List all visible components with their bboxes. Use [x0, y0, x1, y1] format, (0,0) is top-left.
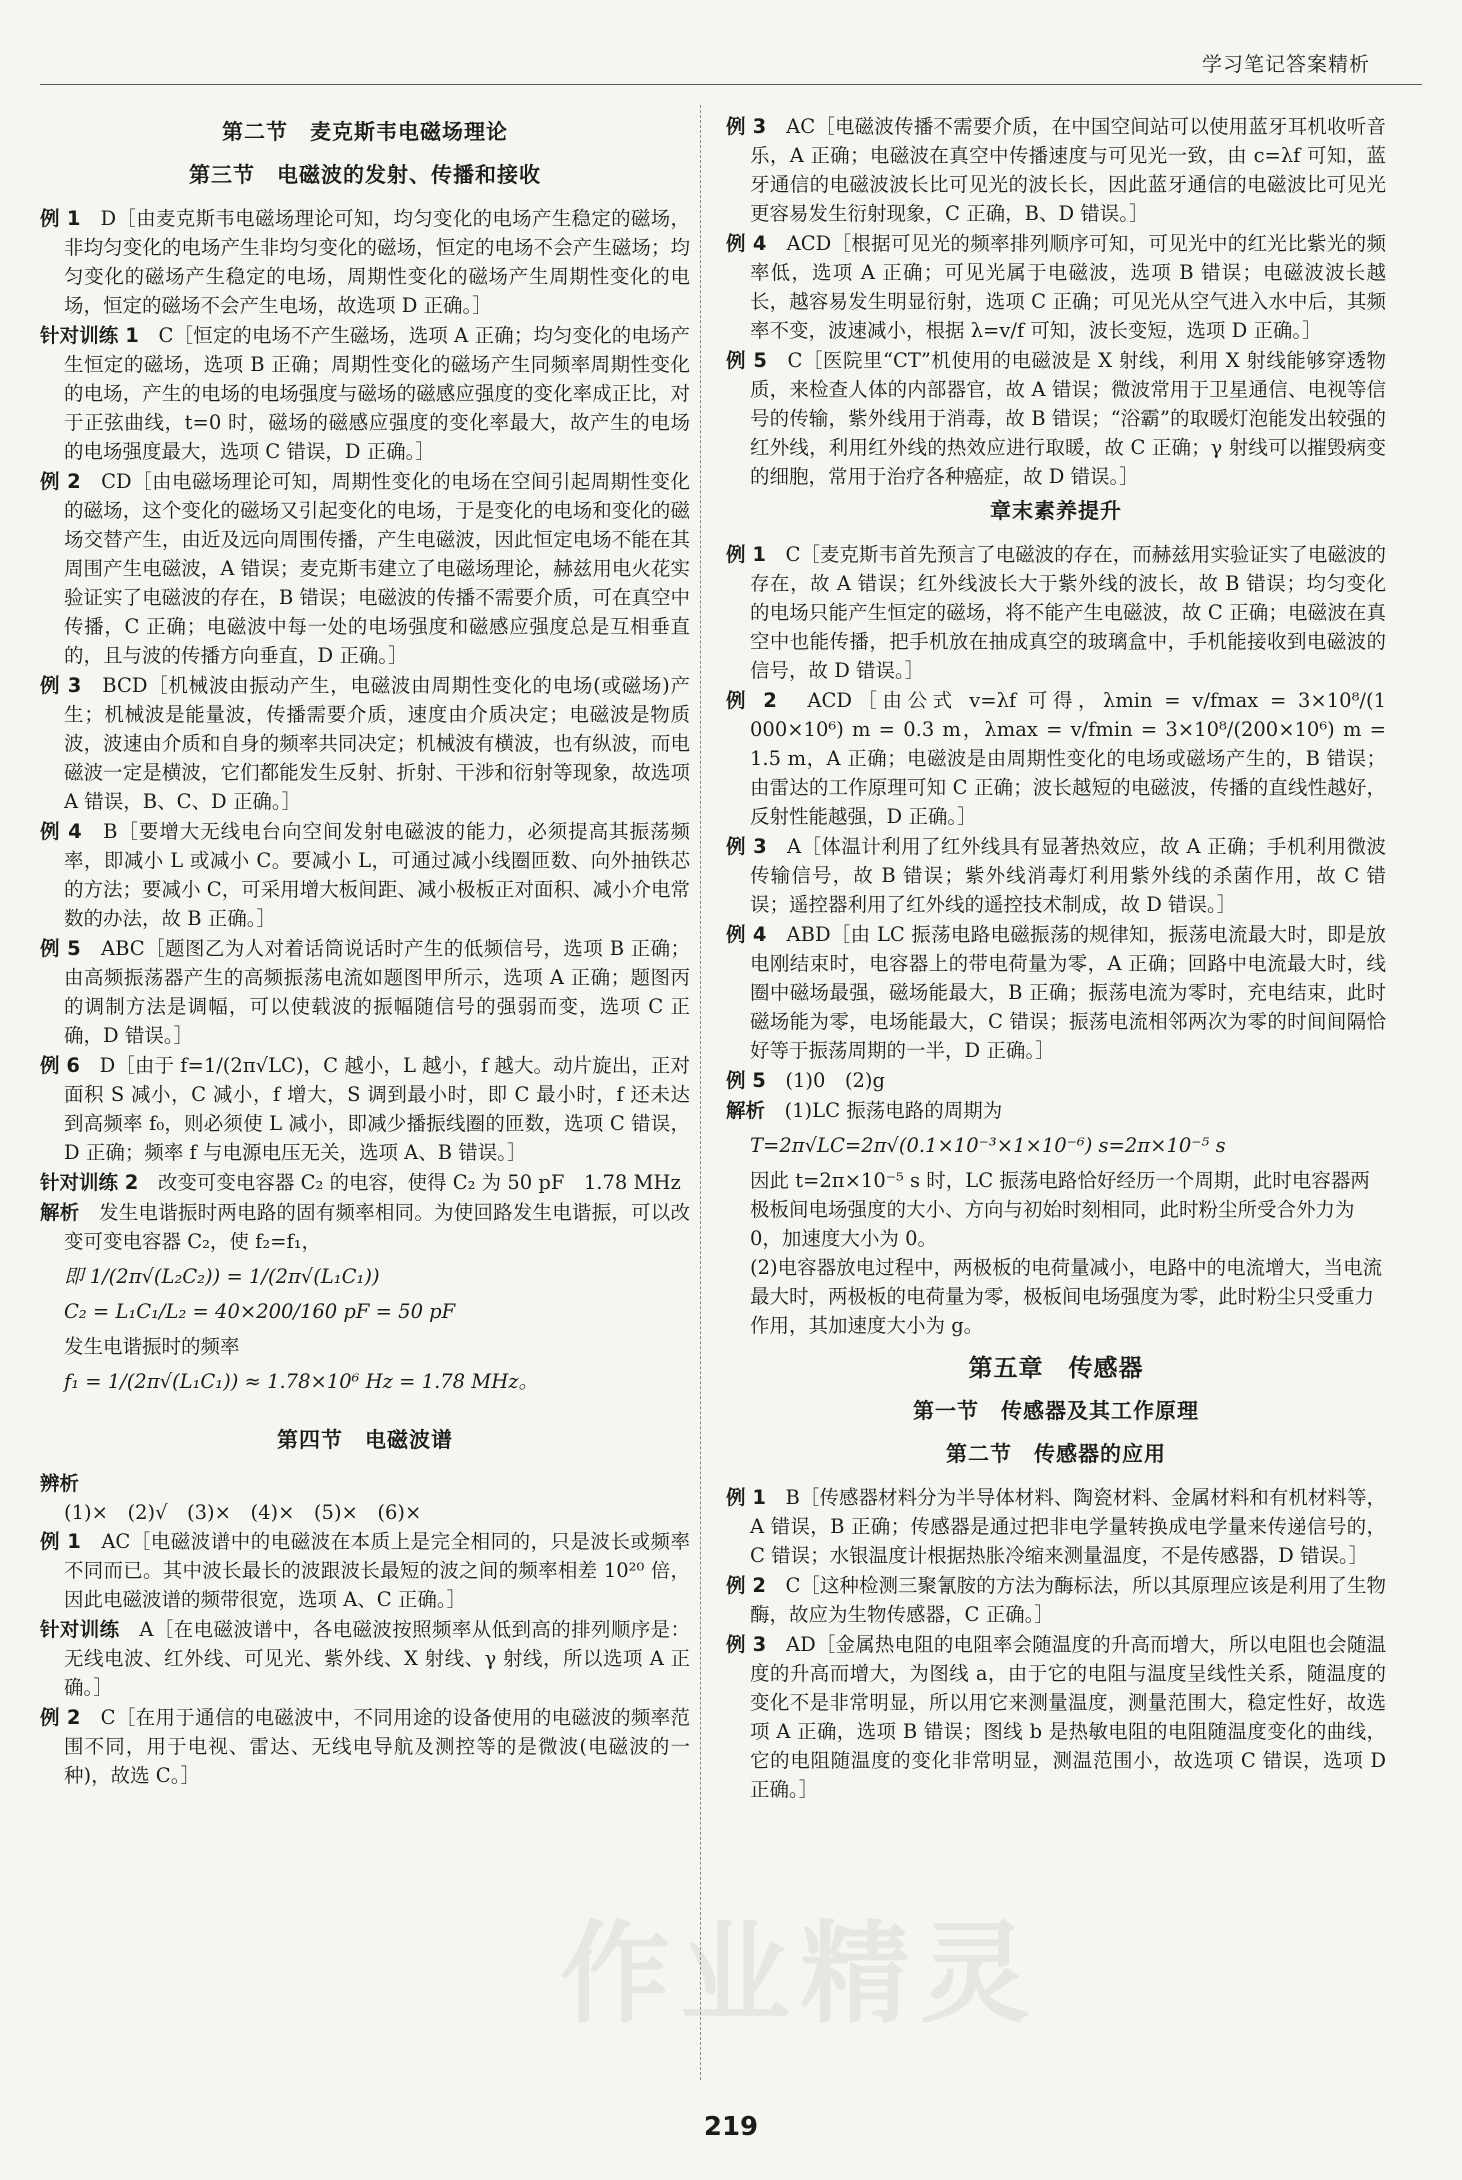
- answer-item: [40, 321, 690, 466]
- left-column: [40, 112, 690, 1791]
- judgement-answers: (1)× (2)√ (3)× (4)× (5)× (6)×: [64, 1501, 422, 1524]
- item-text: AC［电磁波谱中的电磁波在本质上是完全相同的，只是波长或频率不同而已。其中波长最长的波跟波长最短的波之间的频率相差 10²⁰ 倍，因此电磁波谱的频带很宽，选项 A、C 正确。］: [64, 1530, 690, 1611]
- item-text: (1)LC 振荡电路的周期为: [784, 1099, 1003, 1122]
- column-divider: [700, 105, 701, 2080]
- answer-item: [40, 1527, 690, 1614]
- item-text: C［麦克斯韦首先预言了电磁波的存在，而赫兹用实验证实了电磁波的存在，故 A 错误；红外线波长大于紫外线的波长，故 B 错误；均匀变化的电场只能产生恒定的磁场，将不能产生电磁波，故 C 正确；电磁波在真空中也能传播，把手机放在抽成真空的玻璃盒中，手机能接收到电磁波的信号，故 D 错误。］: [750, 543, 1386, 682]
- answer-item: [726, 1066, 1386, 1095]
- item-text: CD［由电磁场理论可知，周期性变化的电场在空间引起周期性变化的磁场，这个变化的磁场又引起变化的电场，于是变化的电场和变化的磁场交替产生，由近及远向周围传播，产生电磁波，因此恒定电场不能在其周围产生电磁波，A 错误；麦克斯韦建立了电磁场理论，赫兹用电火花实验证实了电磁波的存在，B 错误；电磁波的传播不需要介质，可在真空中传播，C 正确；电磁波中每一处的电场强度和磁感应强度总是互相垂直的，且与波的传播方向垂直，D 正确。］: [64, 470, 691, 667]
- section-heading: 第四节 电磁波谱: [277, 1428, 453, 1452]
- item-text: AC［电磁波传播不需要介质，在中国空间站可以使用蓝牙耳机收听音乐，A 正确；电磁波在真空中传播速度与可见光一致，由 c=λf 可知，蓝牙通信的电磁波波长比可见光的波长长，因此蓝牙通信的电磁波比可见光更容易发生衍射现象，C 正确，B、D 错误。］: [750, 115, 1386, 225]
- page-number: 219: [703, 2112, 759, 2142]
- running-header: 学习笔记答案精析: [1202, 52, 1370, 76]
- section-heading: 第一节 传感器及其工作原理: [913, 1399, 1199, 1423]
- item-text: A［体温计利用了红外线具有显著热效应，故 A 正确；手机利用微波传输信号，故 B 错误；紫外线消毒灯利用紫外线的杀菌作用，故 C 错误；遥控器利用了红外线的遥控技术制成，故 D 错误。］: [750, 835, 1386, 916]
- item-label: 针对训练 1: [40, 324, 139, 347]
- header-rule: [40, 84, 1422, 85]
- item-label: 例 4: [726, 923, 767, 946]
- item-text: 发生电谐振时两电路的固有频率相同。为使回路发生电谐振，可以改变可变电容器 C₂，使 f₂=f₁，: [64, 1201, 690, 1253]
- answer-item: [726, 1483, 1386, 1570]
- item-label: 例 3: [726, 115, 767, 138]
- item-label: 例 4: [40, 820, 82, 843]
- answer-item: [726, 1571, 1386, 1629]
- item-text: D［由于 f=1/(2π√LC)，C 越小，L 越小，f 越大。动片旋出，正对面积 S 减小，C 减小，f 增大，S 调到最小时，即 C 最小时，f 还未达到高频率 f₀，则必须使 L 减小，即减少播振线圈的匝数，选项 C 错误，D 正确；频率 f 与电源电压无关，选项 A、B 错误。］: [64, 1054, 690, 1164]
- item-text: ABC［题图乙为人对着话筒说话时产生的低频信号，选项 B 正确；由高频振荡器产生的高频振荡电流如题图甲所示，选项 A 正确；题图丙的调制方法是调幅，可以使载波的振幅随信号的强弱而变，选项 C 正确，D 错误。］: [64, 937, 690, 1047]
- text-line: (2)电容器放电过程中，两极板的电荷量减小，电路中的电流增大，当电流最大时，两极板的电荷量为零，极板间电场强度为零，此时粉尘只受重力作用，其加速度大小为 g。: [750, 1256, 1383, 1337]
- item-text: ACD［由公式 v=λf 可得，λmin = v/fmax = 3×10⁸/(1 000×10⁶) m = 0.3 m，λmax = v/fmin = 3×10⁸/(200×10⁶) m = 1.5 m，A 正确；电磁波是由周期性变化的电场或磁场产生的，B 错误；由雷达的工作原理可知 C 正确；波长越短的电磁波，传播的直线性越好，反射性能越强，D 正确。］: [750, 689, 1386, 828]
- item-text: BCD［机械波由振动产生，电磁波由周期性变化的电场(或磁场)产生；机械波是能量波，传播需要介质，速度由介质决定；电磁波是物质波，波速由介质和自身的频率共同决定；机械波有横波，也有纵波，而电磁波一定是横波，它们都能发生反射、折射、干涉和衍射等现象，故选项 A 错误，B、C、D 正确。］: [64, 674, 690, 813]
- analysis-item: [726, 1096, 1386, 1125]
- item-text: D［由麦克斯韦电磁场理论可知，均匀变化的电场产生稳定的磁场，非均匀变化的电场产生非均匀变化的磁场，恒定的电场不会产生磁场；均匀变化的磁场产生稳定的电场，周期性变化的磁场产生周期性变化的电场，恒定的磁场不会产生电场，故选项 D 正确。］: [64, 207, 690, 317]
- item-label: 例 3: [40, 674, 82, 697]
- section-heading: 第二节 麦克斯韦电磁场理论: [222, 120, 508, 144]
- item-label: 针对训练: [40, 1618, 120, 1641]
- answer-item: [40, 1051, 690, 1167]
- answer-item: [726, 229, 1386, 345]
- item-label: 例 5: [726, 349, 767, 372]
- analysis-item: [40, 1198, 690, 1256]
- item-text: (1)0 (2)g: [785, 1069, 886, 1092]
- item-label: 例 3: [726, 835, 767, 858]
- section-heading: 章末素养提升: [990, 499, 1122, 523]
- item-label: 例 2: [726, 1574, 766, 1597]
- item-label: 例 1: [726, 1486, 766, 1509]
- item-label: 例 3: [726, 1633, 767, 1656]
- text-line: 发生电谐振时的频率: [64, 1335, 240, 1358]
- answer-item: [40, 1615, 690, 1702]
- section-heading: 第二节 传感器的应用: [946, 1442, 1166, 1466]
- item-label: 针对训练 2: [40, 1171, 139, 1194]
- answer-item: [40, 1703, 690, 1790]
- answer-item: [40, 467, 690, 670]
- item-text: ABD［由 LC 振荡电路电磁振荡的规律知，振荡电流最大时，即是放电刚结束时，电容器上的带电荷量为零，A 正确；回路中电流最大时，线圈中磁场最强，磁场能最大，B 正确；振荡电流为零时，充电结束，此时磁场能为零，电场能最大，C 错误；振荡电流相邻两次为零的时间间隔恰好等于振荡周期的一半，D 正确。］: [750, 923, 1386, 1062]
- item-label: 例 1: [40, 207, 81, 230]
- item-label: 例 1: [40, 1530, 81, 1553]
- answer-item: [726, 540, 1386, 685]
- item-label: 例 5: [726, 1069, 766, 1092]
- item-text: ACD［根据可见光的频率排列顺序可知，可见光中的红光比紫光的频率低，选项 A 正确；可见光属于电磁波，选项 B 错误；电磁波波长越长，越容易发生明显衍射，选项 C 正确；可见光从空气进入水中后，其频率不变，波速减小，根据 λ=v/f 可知，波长变短，选项 D 正确。］: [750, 232, 1386, 342]
- item-text: C［这种检测三聚氰胺的方法为酶标法，所以其原理应该是利用了生物酶，故应为生物传感器，C 正确。］: [750, 1574, 1386, 1626]
- chapter-heading: 第五章 传感器: [968, 1354, 1144, 1382]
- item-label: 例 1: [726, 543, 766, 566]
- item-label: 例 2: [40, 1706, 81, 1729]
- item-label: 辨析: [40, 1472, 80, 1495]
- item-label: 例 2: [40, 470, 81, 493]
- item-label: 例 5: [40, 937, 81, 960]
- formula: T=2π√LC=2π√(0.1×10⁻³×1×10⁻⁶) s=2π×10⁻⁵ s: [750, 1134, 1226, 1157]
- answer-item: [726, 112, 1386, 228]
- item-label: 例 2: [726, 689, 777, 712]
- section-heading: 第三节 电磁波的发射、传播和接收: [189, 163, 541, 187]
- answer-item: [726, 346, 1386, 491]
- item-text: C［恒定的电场不产生磁场，选项 A 正确；均匀变化的电场产生恒定的磁场，选项 B 正确；周期性变化的磁场产生同频率周期性变化的电场，产生的电场的电场强度与磁场的磁感应强度的变化率成正比，对于正弦曲线，t=0 时，磁场的磁感应强度的变化率最大，故产生的电场的电场强度最大，选项 C 错误，D 正确。］: [64, 324, 691, 463]
- item-text: AD［金属热电阻的电阻率会随温度的升高而增大，所以电阻也会随温度的升高而增大，为图线 a，由于它的电阻与温度呈线性关系，随温度的变化不是非常明显，所以用它来测量温度，测量范围大，稳定性好，故选项 A 正确，选项 B 错误；图线 b 是热敏电阻的电阻随温度变化的曲线，它的电阻随温度的变化非常明显，测温范围小，故选项 C 错误，选项 D 正确。］: [750, 1633, 1386, 1801]
- item-text: B［传感器材料分为半导体材料、陶瓷材料、金属材料和有机材料等，A 错误，B 正确；传感器是通过把非电学量转换成电学量来传递信号的，C 错误；水银温度计根据热胀冷缩来测量温度，不是传感器，D 错误。］: [750, 1486, 1386, 1567]
- answer-item: [726, 686, 1386, 831]
- item-label: 例 4: [726, 232, 767, 255]
- answer-item: [40, 817, 690, 933]
- watermark: 作业精灵: [560, 1910, 1040, 2038]
- item-text: 改变可变电容器 C₂ 的电容，使得 C₂ 为 50 pF 1.78 MHz: [157, 1171, 681, 1194]
- item-text: C［在用于通信的电磁波中，不同用途的设备使用的电磁波的频率范围不同，用于电视、雷达、无线电导航及测控等的是微波(电磁波的一种)，故选 C。］: [64, 1706, 690, 1787]
- item-text: B［要增大无线电台向空间发射电磁波的能力，必须提高其振荡频率，即减小 L 或减小 C。要减小 L，可通过减小线圈匝数、向外抽铁芯的方法；要减小 C，可采用增大板间距、减小极板正对面积、减小介电常数的办法，故 B 正确。］: [64, 820, 690, 930]
- formula: f₁ = 1/(2π√(L₁C₁)) ≈ 1.78×10⁶ Hz = 1.78 MHz。: [64, 1370, 539, 1393]
- formula: 即 1/(2π√(L₂C₂)) = 1/(2π√(L₁C₁)): [64, 1265, 380, 1288]
- answer-item: [40, 671, 690, 816]
- answer-item: [726, 1630, 1386, 1804]
- item-label: 解析: [726, 1099, 766, 1122]
- item-text: A［在电磁波谱中，各电磁波按照频率从低到高的排列顺序是：无线电波、红外线、可见光、紫外线、X 射线、γ 射线，所以选项 A 正确。］: [64, 1618, 690, 1699]
- answer-item: [40, 934, 690, 1050]
- answer-item: [40, 1168, 690, 1197]
- answer-item: [726, 920, 1386, 1065]
- item-label: 例 6: [40, 1054, 80, 1077]
- text-line: 因此 t=2π×10⁻⁵ s 时，LC 振荡电路恰好经历一个周期，此时电容器两极板间电场强度的大小、方向与初始时刻相同，此时粉尘所受合外力为 0，加速度大小为 0。: [750, 1169, 1370, 1250]
- formula: C₂ = L₁C₁/L₂ = 40×200/160 pF = 50 pF: [64, 1300, 456, 1323]
- answer-item: [726, 832, 1386, 919]
- item-text: C［医院里“CT”机使用的电磁波是 X 射线，利用 X 射线能够穿透物质，来检查人体的内部器官，故 A 错误；微波常用于卫星通信、电视等信号的传输，紫外线用于消毒，故 B 错误；“浴霸”的取暖灯泡能发出较强的红外线，利用红外线的热效应进行取暖，故 C 正确；γ 射线可以摧毁病变的细胞，常用于治疗各种癌症，故 D 错误。］: [750, 349, 1386, 488]
- answer-item: [40, 204, 690, 320]
- item-label: 解析: [40, 1201, 80, 1224]
- right-column: [726, 112, 1386, 1805]
